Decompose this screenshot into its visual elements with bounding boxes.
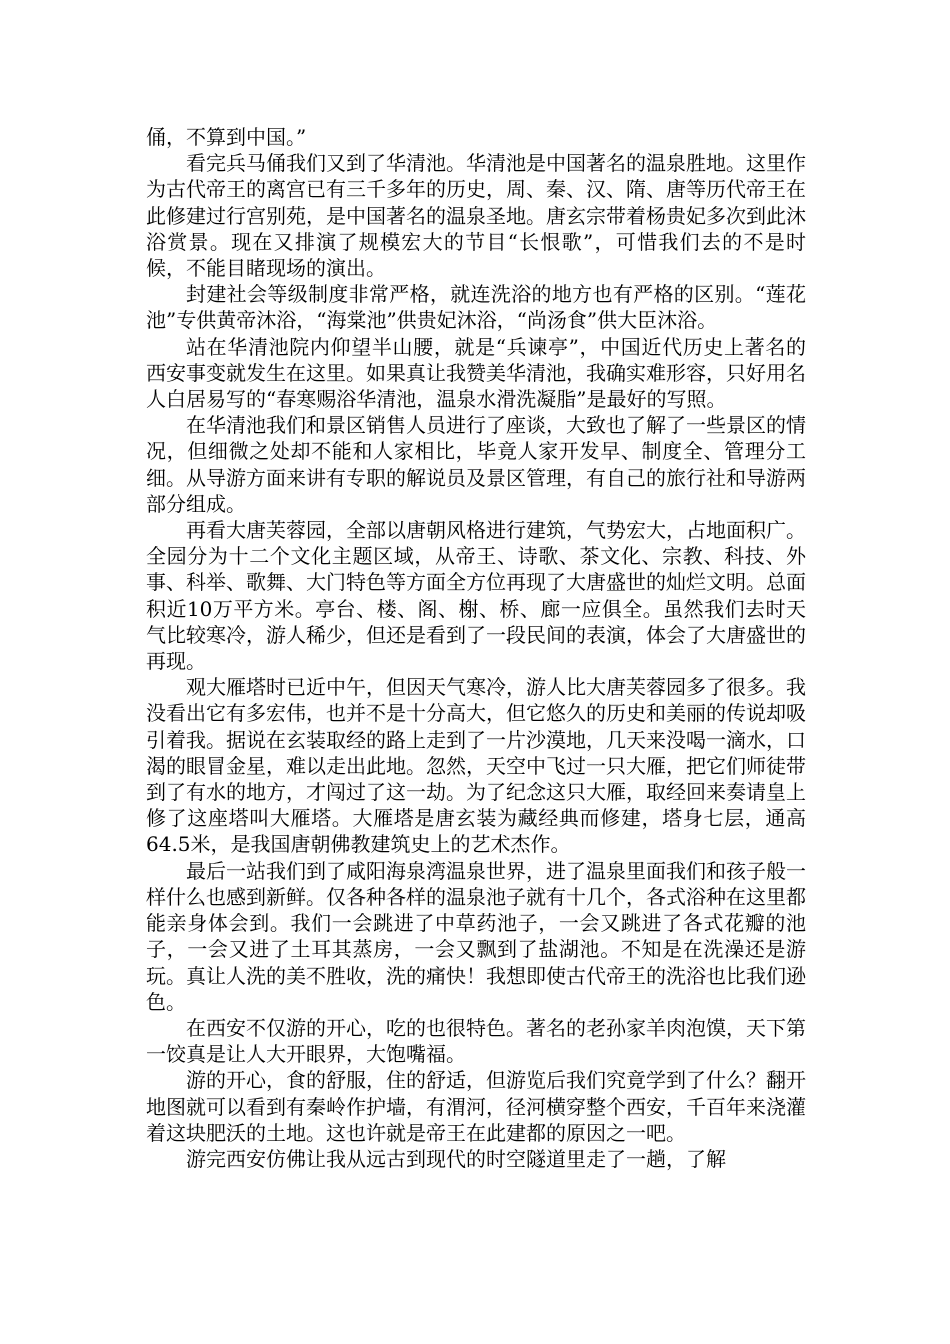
article-body xyxy=(146,124,806,1172)
paragraph-tang-paradise: 再看大唐芙蓉园，全部以唐朝风格进行建筑，气势宏大，占地面积广。全园分为十二个文化主题区域，从帝王、诗歌、茶文化、宗教、科技、外事、科举、歌舞、大门特色等方面全方位再现了大唐盛世的灿烂文明。总面积近10万平方米。亭台、楼、阁、榭、桥、廊一应俱全。虽然我们去时天气比较寒冷，游人稀少，但还是看到了一段民间的表演，体会了大唐盛世的再现。 xyxy=(146,518,806,674)
paragraph-big-wild-goose-pagoda: 观大雁塔时已近中午，但因天气寒冷，游人比大唐芙蓉园多了很多。我没看出它有多宏伟，也并不是十分高大，但它悠久的历史和美丽的传说却吸引着我。据说在玄装取经的路上走到了一片沙漠地，几天来没喝一滴水，口渴的眼冒金星，难以走出此地。忽然，天空中飞过一只大雁，把它们师徒带到了有水的地方，才闯过了这一劫。为了纪念这只大雁，取经回来奏请皇上修了这座塔叫大雁塔。大雁塔是唐玄装为藏经典而修建，塔身七层，通高64.5米，是我国唐朝佛教建筑史上的艺术杰作。 xyxy=(146,675,806,857)
paragraph-hot-spring-world: 最后一站我们到了咸阳海泉湾温泉世界，进了温泉里面我们和孩子般一样什么也感到新鲜。仅各种各样的温泉池子就有十几个，各式浴种在这里都能亲身体会到。我们一会跳进了中草药池子，一会又跳进了各式花瓣的池子，一会又进了土耳其蒸房，一会又飘到了盐湖池。不知是在洗澡还是游玩。真让人洗的美不胜收，洗的痛快！我想即使古代帝王的洗浴也比我们逊色。 xyxy=(146,858,806,1014)
paragraph-bath-hierarchy: 封建社会等级制度非常严格，就连洗浴的地方也有严格的区别。“莲花池”专供黄帝沐浴，“海棠池”供贵妃沐浴，“尚汤食”供大臣沐浴。 xyxy=(146,282,806,333)
paragraph-reflection: 游的开心，食的舒服，住的舒适，但游览后我们究竟学到了什么？翻开地图就可以看到有秦岭作护墙，有渭河，径河横穿整个西安，千百年来浇灌着这块肥沃的土地。这也许就是帝王在此建都的原因之一吧。 xyxy=(146,1068,806,1145)
paragraph-continued: 俑，不算到中国。” xyxy=(146,125,307,149)
paragraph-closing: 游完西安仿佛让我从远古到现代的时空隧道里走了一趟，了解 xyxy=(186,1146,726,1171)
paragraph-huaqing-pool: 看完兵马俑我们又到了华清池。华清池是中国著名的温泉胜地。这里作为古代帝王的离宫已有三千多年的历史，周、秦、汉、隋、唐等历代帝王在此修建过行宫别苑，是中国著名的温泉圣地。唐玄宗带着杨贵妃多次到此沐浴赏景。现在又排演了规模宏大的节目“长恨歌”，可惜我们去的不是时候，不能目睹现场的演出。 xyxy=(146,151,806,281)
paragraph-bingjian-pavilion: 站在华清池院内仰望半山腰，就是“兵谏亭”，中国近代历史上著名的西安事变就发生在这里。如果真让我赞美华清池，我确实难形容，只好用名人白居易写的“春寒赐浴华清池，温泉水滑洗凝脂”是最好的写照。 xyxy=(146,334,806,412)
paragraph-sales-meeting: 在华清池我们和景区销售人员进行了座谈，大致也了解了一些景区的情况，但细微之处却不能和人家相比，毕竟人家开发早、制度全、管理分工细。从导游方面来讲有专职的解说员及景区管理，有自己的旅行社和导游两部分组成。 xyxy=(146,413,806,516)
paragraph-local-food: 在西安不仅游的开心，吃的也很特色。著名的老孙家羊肉泡馍，天下第一饺真是让人大开眼界，大饱嘴福。 xyxy=(146,1015,806,1067)
